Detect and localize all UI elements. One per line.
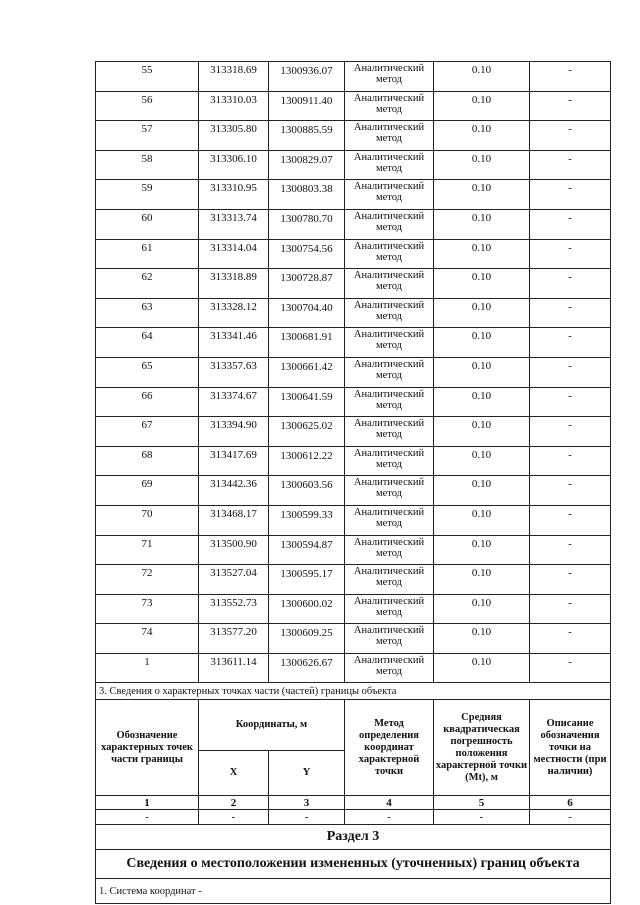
empty-cell: -: [199, 810, 269, 825]
point-number-cell: 72: [96, 565, 199, 595]
y-coordinate-cell: 1300625.02: [269, 417, 345, 447]
method-cell: Аналитический метод: [345, 535, 434, 565]
part-boundary-section-line: 3. Сведения о характерных точках части (частей) границы объекта: [96, 683, 611, 700]
error-cell: 0.10: [434, 565, 530, 595]
table-row: [96, 150, 611, 180]
x-coordinate-cell: 313611.14: [199, 653, 269, 683]
y-coordinate-cell: 1300599.33: [269, 505, 345, 535]
section-3-subtitle: Сведения о местоположении измененных (уточненных) границ объекта: [96, 850, 611, 879]
error-cell: 0.10: [434, 535, 530, 565]
column-index-row: [96, 796, 611, 810]
point-number-cell: 65: [96, 357, 199, 387]
point-number-cell: 62: [96, 269, 199, 299]
error-cell: 0.10: [434, 476, 530, 506]
description-cell: -: [530, 417, 611, 447]
description-cell: -: [530, 476, 611, 506]
description-cell: -: [530, 594, 611, 624]
y-coordinate-cell: 1300754.56: [269, 239, 345, 269]
x-coordinate-cell: 313552.73: [199, 594, 269, 624]
point-number-cell: 74: [96, 624, 199, 654]
empty-cell: -: [530, 810, 611, 825]
point-number-cell: 63: [96, 298, 199, 328]
x-coordinate-cell: 313527.04: [199, 565, 269, 595]
description-cell: -: [530, 269, 611, 299]
column-index: 1: [96, 796, 199, 810]
header-coordinates: Координаты, м: [199, 700, 345, 751]
x-coordinate-cell: 313500.90: [199, 535, 269, 565]
point-number-cell: 73: [96, 594, 199, 624]
y-coordinate-cell: 1300609.25: [269, 624, 345, 654]
column-index: 6: [530, 796, 611, 810]
error-cell: 0.10: [434, 121, 530, 151]
point-number-cell: 57: [96, 121, 199, 151]
description-cell: -: [530, 62, 611, 92]
x-coordinate-cell: 313314.04: [199, 239, 269, 269]
table-row: [96, 239, 611, 269]
x-coordinate-cell: 313305.80: [199, 121, 269, 151]
error-cell: 0.10: [434, 328, 530, 358]
table-row: [96, 476, 611, 506]
error-cell: 0.10: [434, 357, 530, 387]
table-row: [96, 417, 611, 447]
table-row: [96, 357, 611, 387]
method-cell: Аналитический метод: [345, 62, 434, 92]
method-cell: Аналитический метод: [345, 91, 434, 121]
error-cell: 0.10: [434, 269, 530, 299]
column-index: 2: [199, 796, 269, 810]
point-number-cell: 70: [96, 505, 199, 535]
method-cell: Аналитический метод: [345, 209, 434, 239]
point-number-cell: 55: [96, 62, 199, 92]
x-coordinate-cell: 313442.36: [199, 476, 269, 506]
point-number-cell: 61: [96, 239, 199, 269]
empty-cell: -: [345, 810, 434, 825]
header-error: Средняя квадратическая погрешность положения характерной точки (Mt), м: [434, 700, 530, 796]
header-method: Метод определения координат характерной точки: [345, 700, 434, 796]
description-cell: -: [530, 653, 611, 683]
method-cell: Аналитический метод: [345, 653, 434, 683]
description-cell: -: [530, 505, 611, 535]
description-cell: -: [530, 298, 611, 328]
description-cell: -: [530, 328, 611, 358]
x-coordinate-cell: 313328.12: [199, 298, 269, 328]
x-coordinate-cell: 313318.69: [199, 62, 269, 92]
y-coordinate-cell: 1300803.38: [269, 180, 345, 210]
point-number-cell: 69: [96, 476, 199, 506]
point-number-cell: 66: [96, 387, 199, 417]
description-cell: -: [530, 91, 611, 121]
error-cell: 0.10: [434, 150, 530, 180]
document-page: [95, 61, 610, 904]
y-coordinate-cell: 1300641.59: [269, 387, 345, 417]
table-row: [96, 624, 611, 654]
description-cell: -: [530, 180, 611, 210]
error-cell: 0.10: [434, 594, 530, 624]
table-row: [96, 594, 611, 624]
y-coordinate-cell: 1300885.59: [269, 121, 345, 151]
table-row: [96, 269, 611, 299]
header-description: Описание обозначения точки на местности (при наличии): [530, 700, 611, 796]
error-cell: 0.10: [434, 209, 530, 239]
error-cell: 0.10: [434, 446, 530, 476]
error-cell: 0.10: [434, 91, 530, 121]
x-coordinate-cell: 313310.95: [199, 180, 269, 210]
description-cell: -: [530, 209, 611, 239]
table-row: [96, 387, 611, 417]
y-coordinate-cell: 1300661.42: [269, 357, 345, 387]
method-cell: Аналитический метод: [345, 565, 434, 595]
point-number-cell: 68: [96, 446, 199, 476]
error-cell: 0.10: [434, 180, 530, 210]
point-number-cell: 58: [96, 150, 199, 180]
method-cell: Аналитический метод: [345, 239, 434, 269]
table-row: [96, 298, 611, 328]
y-coordinate-cell: 1300626.67: [269, 653, 345, 683]
section-3-title: Раздел 3: [96, 825, 611, 850]
method-cell: Аналитический метод: [345, 594, 434, 624]
point-number-cell: 60: [96, 209, 199, 239]
table-row: [96, 209, 611, 239]
points-table-body: [96, 62, 611, 683]
y-coordinate-cell: 1300600.02: [269, 594, 345, 624]
table-row: [96, 62, 611, 92]
method-cell: Аналитический метод: [345, 476, 434, 506]
point-number-cell: 71: [96, 535, 199, 565]
method-cell: Аналитический метод: [345, 387, 434, 417]
header-point-designation: Обозначение характерных точек части границы: [96, 700, 199, 796]
x-coordinate-cell: 313417.69: [199, 446, 269, 476]
table-row: [96, 535, 611, 565]
point-number-cell: 59: [96, 180, 199, 210]
y-coordinate-cell: 1300603.56: [269, 476, 345, 506]
y-coordinate-cell: 1300936.07: [269, 62, 345, 92]
error-cell: 0.10: [434, 239, 530, 269]
table-row: [96, 121, 611, 151]
y-coordinate-cell: 1300780.70: [269, 209, 345, 239]
description-cell: -: [530, 150, 611, 180]
error-cell: 0.10: [434, 417, 530, 447]
description-cell: -: [530, 357, 611, 387]
column-index: 3: [269, 796, 345, 810]
x-coordinate-cell: 313313.74: [199, 209, 269, 239]
empty-cell: -: [434, 810, 530, 825]
error-cell: 0.10: [434, 62, 530, 92]
table-row: [96, 505, 611, 535]
header-x: X: [199, 751, 269, 796]
x-coordinate-cell: 313468.17: [199, 505, 269, 535]
x-coordinate-cell: 313306.10: [199, 150, 269, 180]
point-number-cell: 64: [96, 328, 199, 358]
column-index: 4: [345, 796, 434, 810]
method-cell: Аналитический метод: [345, 417, 434, 447]
y-coordinate-cell: 1300704.40: [269, 298, 345, 328]
point-number-cell: 67: [96, 417, 199, 447]
description-cell: -: [530, 624, 611, 654]
method-cell: Аналитический метод: [345, 446, 434, 476]
table-row: [96, 653, 611, 683]
table-row: [96, 180, 611, 210]
description-cell: -: [530, 446, 611, 476]
coordinate-system-line: 1. Система координат -: [96, 879, 611, 904]
method-cell: Аналитический метод: [345, 180, 434, 210]
y-coordinate-cell: 1300681.91: [269, 328, 345, 358]
table-row: [96, 565, 611, 595]
error-cell: 0.10: [434, 653, 530, 683]
empty-data-row: [96, 810, 611, 825]
column-index: 5: [434, 796, 530, 810]
table-row: [96, 446, 611, 476]
y-coordinate-cell: 1300728.87: [269, 269, 345, 299]
method-cell: Аналитический метод: [345, 505, 434, 535]
method-cell: Аналитический метод: [345, 357, 434, 387]
method-cell: Аналитический метод: [345, 624, 434, 654]
method-cell: Аналитический метод: [345, 298, 434, 328]
method-cell: Аналитический метод: [345, 150, 434, 180]
x-coordinate-cell: 313357.63: [199, 357, 269, 387]
description-cell: -: [530, 121, 611, 151]
y-coordinate-cell: 1300595.17: [269, 565, 345, 595]
method-cell: Аналитический метод: [345, 121, 434, 151]
x-coordinate-cell: 313310.03: [199, 91, 269, 121]
coordinates-table: [95, 61, 611, 904]
error-cell: 0.10: [434, 298, 530, 328]
y-coordinate-cell: 1300612.22: [269, 446, 345, 476]
table-row: [96, 328, 611, 358]
table-row: [96, 91, 611, 121]
description-cell: -: [530, 239, 611, 269]
y-coordinate-cell: 1300594.87: [269, 535, 345, 565]
x-coordinate-cell: 313394.90: [199, 417, 269, 447]
description-cell: -: [530, 387, 611, 417]
empty-cell: -: [269, 810, 345, 825]
x-coordinate-cell: 313374.67: [199, 387, 269, 417]
error-cell: 0.10: [434, 505, 530, 535]
description-cell: -: [530, 535, 611, 565]
point-number-cell: 56: [96, 91, 199, 121]
empty-cell: -: [96, 810, 199, 825]
error-cell: 0.10: [434, 624, 530, 654]
y-coordinate-cell: 1300829.07: [269, 150, 345, 180]
header-y: Y: [269, 751, 345, 796]
method-cell: Аналитический метод: [345, 269, 434, 299]
y-coordinate-cell: 1300911.40: [269, 91, 345, 121]
error-cell: 0.10: [434, 387, 530, 417]
x-coordinate-cell: 313318.89: [199, 269, 269, 299]
x-coordinate-cell: 313341.46: [199, 328, 269, 358]
description-cell: -: [530, 565, 611, 595]
method-cell: Аналитический метод: [345, 328, 434, 358]
x-coordinate-cell: 313577.20: [199, 624, 269, 654]
point-number-cell: 1: [96, 653, 199, 683]
